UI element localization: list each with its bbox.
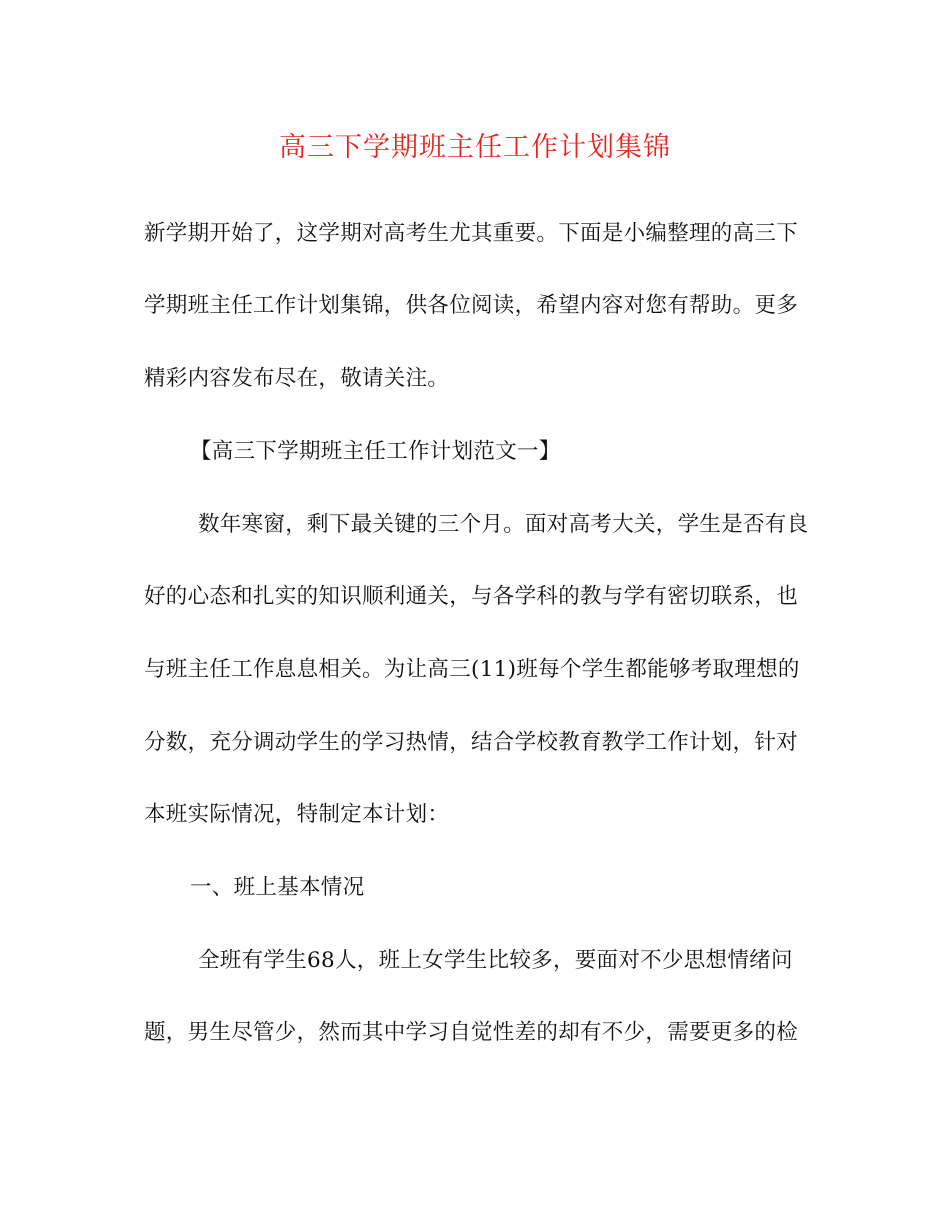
section-heading-sample-one: 【高三下学期班主任工作计划范文一】: [190, 439, 561, 464]
body-line-1: 数年寒窗，剩下最关键的三个月。面对高考大关，学生是否有良: [198, 512, 809, 537]
body-line-7: 题，男生尽管少，然而其中学习自觉性差的却有不少，需要更多的检: [144, 1020, 799, 1045]
intro-line-1: 新学期开始了，这学期对高考生尤其重要。下面是小编整理的高三下: [144, 221, 799, 246]
subsection-heading-class-overview: 一、班上基本情况: [190, 875, 365, 900]
body-line-6: 全班有学生68人，班上女学生比较多，要面对不少思想情绪问: [198, 948, 793, 973]
intro-line-3: 精彩内容发布尽在，敬请关注。: [144, 366, 450, 391]
document-title: 高三下学期班主任工作计划集锦: [279, 132, 671, 163]
body-line-2: 好的心态和扎实的知识顺利通关，与各学科的教与学有密切联系，也: [144, 584, 799, 609]
body-line-3: 与班主任工作息息相关。为让高三(11)班每个学生都能够考取理想的: [144, 657, 800, 682]
intro-line-2: 学期班主任工作计划集锦，供各位阅读，希望内容对您有帮助。更多: [144, 293, 799, 318]
body-line-4: 分数，充分调动学生的学习热情，结合学校教育教学工作计划，针对: [144, 730, 799, 755]
body-line-5: 本班实际情况，特制定本计划：: [144, 802, 450, 827]
